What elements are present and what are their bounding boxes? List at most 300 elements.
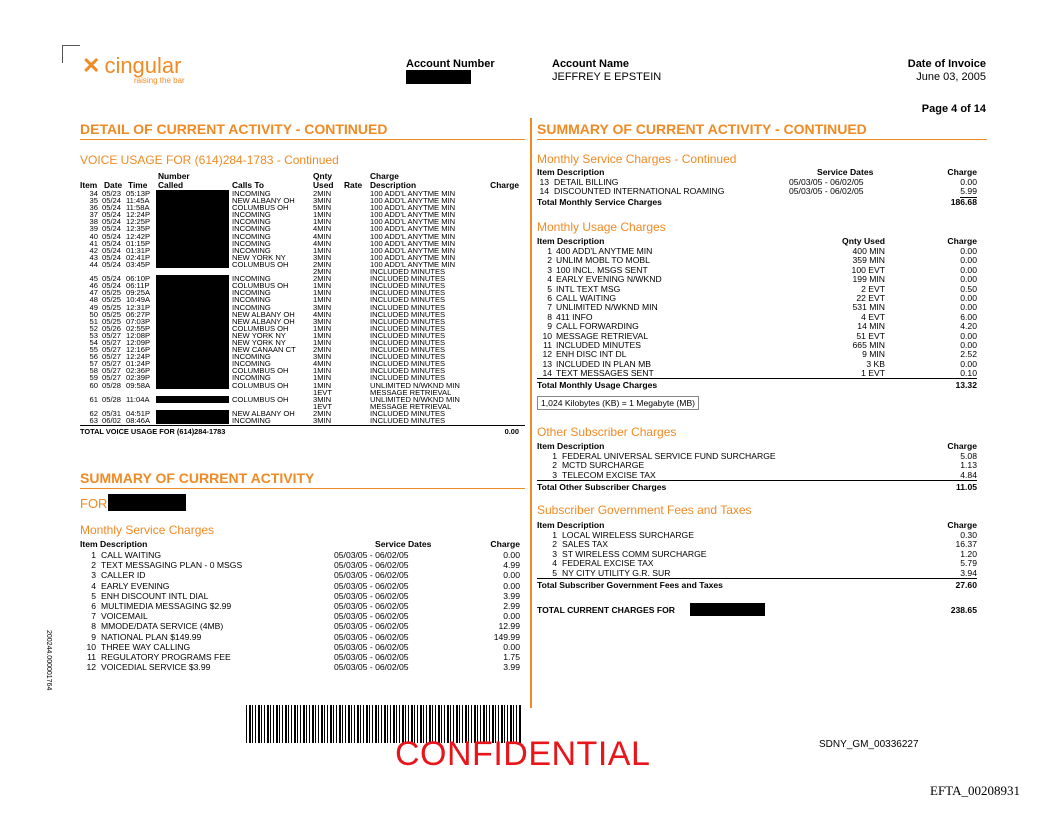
summary-section-header bbox=[80, 470, 525, 489]
item-description: MULTIMEDIA MESSAGING $2.99 bbox=[101, 600, 232, 611]
list-item bbox=[537, 569, 977, 578]
call-destination: INCOMING bbox=[232, 238, 271, 248]
call-time: 12:08P bbox=[126, 330, 151, 340]
item-number: 6 bbox=[91, 600, 96, 611]
item-number: 13 bbox=[539, 177, 549, 187]
call-item: 42 bbox=[89, 245, 98, 255]
item-description: 400 ADD'L ANYTME MIN bbox=[556, 246, 653, 256]
quantity-used: 9 MIN bbox=[862, 349, 885, 360]
item-charge: 2.99 bbox=[503, 600, 520, 611]
call-item: 40 bbox=[89, 231, 98, 241]
call-time: 06:10P bbox=[126, 274, 151, 284]
item-charge: 0.00 bbox=[960, 274, 977, 285]
table-row bbox=[80, 261, 525, 268]
list-item bbox=[80, 591, 522, 601]
call-description: 100 ADD'L ANYTME MIN bbox=[370, 217, 456, 227]
account-number-label: Account Number bbox=[406, 58, 495, 70]
col-called: Called bbox=[158, 180, 184, 190]
call-description: INCLUDED MINUTES bbox=[370, 302, 446, 312]
usage-title: Monthly Usage Charges bbox=[537, 220, 666, 234]
msc-cont-col-item-desc: Item Description bbox=[537, 167, 605, 177]
col-used: Used bbox=[313, 180, 334, 190]
item-charge: 1.13 bbox=[960, 460, 977, 471]
call-used: 1MIN bbox=[313, 380, 332, 390]
call-time: 12:09P bbox=[126, 337, 151, 347]
call-used: 2MIN bbox=[313, 274, 332, 284]
call-destination: COLUMBUS OH bbox=[232, 394, 289, 404]
col-time: Time bbox=[128, 180, 148, 190]
item-description: DISCOUNTED INTERNATIONAL ROAMING bbox=[554, 186, 725, 197]
call-used: 1MIN bbox=[313, 366, 332, 376]
quantity-used: 1 EVT bbox=[861, 368, 885, 379]
call-used: 3MIN bbox=[313, 252, 332, 262]
summary-title: SUMMARY OF CURRENT ACTIVITY bbox=[80, 470, 315, 486]
col-date: Date bbox=[104, 180, 123, 190]
call-destination: NEW ALBANY OH bbox=[232, 309, 295, 319]
call-date: 05/24 bbox=[102, 238, 122, 248]
call-date: 05/25 bbox=[102, 309, 122, 319]
item-description: ENH DISCOUNT INTL DIAL bbox=[101, 590, 209, 601]
detail-section-header bbox=[80, 121, 525, 140]
redaction-box bbox=[156, 233, 229, 240]
call-used: 1EVT bbox=[313, 387, 332, 397]
quantity-used: 199 MIN bbox=[852, 274, 885, 285]
item-number: 2 bbox=[552, 460, 557, 471]
item-charge: 0.00 bbox=[503, 641, 520, 652]
list-item bbox=[80, 662, 522, 672]
call-used: 2MIN bbox=[313, 259, 332, 269]
msc-title: Monthly Service Charges bbox=[80, 523, 215, 537]
other-col-item-desc: Item Description bbox=[537, 441, 605, 451]
item-description: CALL FORWARDING bbox=[556, 321, 639, 332]
call-item: 39 bbox=[89, 224, 98, 234]
item-number: 7 bbox=[547, 302, 552, 313]
page-number: Page 4 of 14 bbox=[921, 103, 986, 115]
quantity-used: 14 MIN bbox=[857, 321, 885, 332]
call-time: 11:58A bbox=[126, 203, 150, 213]
call-used: 1EVT bbox=[313, 401, 332, 411]
call-time: 12:16P bbox=[126, 345, 151, 355]
voice-total-value: 0.00 bbox=[504, 427, 519, 437]
col-calls-to: Calls To bbox=[232, 180, 264, 190]
item-charge: 16.37 bbox=[955, 539, 977, 550]
redaction-box bbox=[690, 603, 765, 616]
service-dates: 05/03/05 - 06/02/05 bbox=[334, 570, 409, 581]
item-description: THREE WAY CALLING bbox=[101, 641, 191, 652]
item-charge: 4.84 bbox=[960, 469, 977, 480]
redaction-box bbox=[156, 410, 229, 417]
item-charge: 3.99 bbox=[503, 590, 520, 601]
call-date: 05/27 bbox=[102, 330, 122, 340]
service-dates: 05/03/05 - 06/02/05 bbox=[334, 641, 409, 652]
item-description: LOCAL WIRELESS SURCHARGE bbox=[562, 530, 694, 540]
item-description: 411 INFO bbox=[556, 311, 593, 322]
call-used: 1MIN bbox=[313, 210, 332, 220]
item-charge: 0.00 bbox=[960, 246, 977, 256]
item-charge: 5.08 bbox=[960, 451, 977, 461]
item-charge: 3.99 bbox=[503, 662, 520, 673]
list-item bbox=[80, 581, 522, 591]
gov-col-item-desc: Item Description bbox=[537, 520, 605, 530]
item-description: CALL WAITING bbox=[101, 550, 162, 560]
redaction-box bbox=[156, 417, 229, 424]
list-item bbox=[80, 601, 522, 611]
item-description: VOICEMAIL bbox=[101, 611, 148, 622]
other-total-label: Total Other Subscriber Charges bbox=[537, 482, 667, 493]
item-charge: 1.75 bbox=[503, 651, 520, 662]
call-date: 05/28 bbox=[102, 380, 122, 390]
call-time: 10:49A bbox=[126, 295, 151, 305]
call-description: INCLUDED MINUTES bbox=[370, 366, 446, 376]
call-used: 4MIN bbox=[313, 231, 332, 241]
call-date: 05/24 bbox=[102, 231, 122, 241]
item-number: 7 bbox=[91, 611, 96, 622]
item-charge: 0.00 bbox=[960, 330, 977, 341]
cingular-x-icon: ✕ bbox=[82, 53, 101, 78]
call-description: 100 ADD'L ANYTME MIN bbox=[370, 189, 456, 198]
call-item: 34 bbox=[89, 189, 98, 198]
call-description: INCLUDED MINUTES bbox=[370, 416, 446, 425]
item-number: 5 bbox=[552, 567, 557, 578]
call-date: 05/27 bbox=[102, 366, 122, 376]
item-charge: 0.00 bbox=[503, 611, 520, 622]
call-description: INCLUDED MINUTES bbox=[370, 408, 446, 418]
item-description: TEXT MESSAGES SENT bbox=[556, 368, 654, 379]
redaction-box bbox=[156, 374, 229, 381]
col-number: Number bbox=[158, 171, 190, 181]
item-number: 5 bbox=[91, 590, 96, 601]
call-item: 56 bbox=[89, 352, 98, 362]
call-item: 46 bbox=[89, 281, 98, 291]
usage-col-item-desc: Item Description bbox=[537, 236, 605, 246]
item-charge: 0.00 bbox=[960, 177, 977, 187]
msc-cont-col-charge: Charge bbox=[947, 167, 977, 177]
item-number: 3 bbox=[552, 469, 557, 480]
item-number: 1 bbox=[552, 451, 557, 461]
call-time: 01:24P bbox=[126, 359, 151, 369]
call-time: 12:24P bbox=[126, 352, 151, 362]
call-date: 05/27 bbox=[102, 352, 122, 362]
call-used: 1MIN bbox=[313, 288, 332, 298]
call-used: 2MIN bbox=[313, 408, 332, 418]
call-destination: COLUMBUS OH bbox=[232, 259, 289, 269]
call-item: 61 bbox=[89, 394, 98, 404]
service-dates: 05/03/05 - 06/02/05 bbox=[334, 600, 409, 611]
grand-total-row bbox=[537, 603, 977, 617]
quantity-used: 531 MIN bbox=[852, 302, 885, 313]
call-date: 05/24 bbox=[102, 203, 122, 213]
call-date: 05/26 bbox=[102, 323, 122, 333]
item-number: 4 bbox=[552, 558, 557, 569]
item-charge: 0.00 bbox=[960, 264, 977, 275]
call-used: 3MIN bbox=[313, 302, 332, 312]
kb-note: 1,024 Kilobytes (KB) = 1 Megabyte (MB) bbox=[537, 396, 699, 410]
call-item: 62 bbox=[89, 408, 98, 418]
other-total-value: 11.05 bbox=[955, 482, 977, 493]
service-dates: 05/03/05 - 06/02/05 bbox=[334, 662, 409, 673]
call-used: 4MIN bbox=[313, 359, 332, 369]
item-charge: 5.99 bbox=[960, 186, 977, 197]
call-description: INCLUDED MINUTES bbox=[370, 345, 446, 355]
call-description: INCLUDED MINUTES bbox=[370, 267, 446, 277]
quantity-used: 359 MIN bbox=[852, 255, 885, 266]
call-date: 05/27 bbox=[102, 345, 122, 355]
item-number: 8 bbox=[547, 311, 552, 322]
list-item bbox=[80, 611, 522, 621]
call-date: 06/02 bbox=[102, 416, 122, 425]
item-number: 11 bbox=[543, 339, 552, 350]
call-destination: INCOMING bbox=[232, 224, 271, 234]
call-item: 48 bbox=[89, 295, 98, 305]
usage-item-list bbox=[537, 247, 977, 378]
column-divider bbox=[530, 118, 532, 708]
redaction-box bbox=[156, 225, 229, 232]
item-charge: 149.99 bbox=[493, 631, 520, 642]
msc-col-charge: Charge bbox=[490, 539, 520, 549]
item-description: UNLIMITED N/WKND MIN bbox=[556, 302, 658, 313]
item-description: TELECOM EXCISE TAX bbox=[562, 469, 656, 480]
item-description: UNLIM MOBL TO MOBL bbox=[556, 255, 650, 266]
item-charge: 2.52 bbox=[960, 349, 977, 360]
voice-usage-table bbox=[80, 171, 525, 436]
quantity-used: 665 MIN bbox=[852, 339, 885, 350]
call-description: MESSAGE RETRIEVAL bbox=[370, 387, 452, 397]
call-time: 11:04A bbox=[126, 394, 150, 404]
call-destination: INCOMING bbox=[232, 274, 271, 284]
redaction-box bbox=[156, 382, 229, 389]
item-number: 3 bbox=[91, 570, 96, 581]
invoice-date: June 03, 2005 bbox=[916, 71, 986, 83]
call-description: 100 ADD'L ANYTME MIN bbox=[370, 238, 456, 248]
col-item: Item bbox=[80, 180, 98, 190]
list-item bbox=[80, 652, 522, 662]
item-description: EARLY EVENING N/WKND bbox=[556, 274, 662, 285]
call-item: 57 bbox=[89, 359, 98, 369]
item-charge: 3.94 bbox=[960, 567, 977, 578]
redaction-box bbox=[156, 304, 229, 311]
call-item: 44 bbox=[89, 259, 98, 269]
call-destination: NEW ALBANY OH bbox=[232, 408, 295, 418]
usage-col-qnty: Qnty Used bbox=[842, 236, 885, 246]
redaction-box bbox=[156, 346, 229, 353]
call-item: 38 bbox=[89, 217, 98, 227]
col-rate: Rate bbox=[344, 180, 363, 190]
redaction-box bbox=[156, 325, 229, 332]
msc-col-item-desc: Item Description bbox=[80, 539, 148, 549]
service-dates: 05/03/05 - 06/02/05 bbox=[334, 621, 409, 632]
msc-total-row bbox=[537, 197, 977, 208]
service-dates: 05/03/05 - 06/02/05 bbox=[334, 590, 409, 601]
col-charge-top: Charge bbox=[370, 171, 399, 181]
call-date: 05/24 bbox=[102, 217, 122, 227]
call-item: 55 bbox=[89, 345, 98, 355]
item-number: 3 bbox=[552, 548, 557, 559]
call-destination: INCOMING bbox=[232, 245, 271, 255]
call-time: 05:13P bbox=[126, 189, 151, 198]
item-charge: 0.00 bbox=[503, 570, 520, 581]
call-item: 63 bbox=[89, 416, 98, 425]
redaction-box bbox=[156, 282, 229, 289]
call-destination: COLUMBUS OH bbox=[232, 323, 289, 333]
call-date: 05/24 bbox=[102, 196, 122, 206]
call-used: 1MIN bbox=[313, 330, 332, 340]
item-number: 12 bbox=[542, 349, 552, 360]
call-time: 07:03P bbox=[126, 316, 151, 326]
call-date: 05/25 bbox=[102, 316, 122, 326]
call-destination: INCOMING bbox=[232, 373, 271, 383]
call-description: INCLUDED MINUTES bbox=[370, 359, 446, 369]
call-date: 05/24 bbox=[102, 210, 122, 220]
call-description: UNLIMITED N/WKND MIN bbox=[370, 380, 460, 390]
call-date: 05/25 bbox=[102, 295, 122, 305]
call-destination: INCOMING bbox=[232, 288, 271, 298]
msc-cont-title: Monthly Service Charges - Continued bbox=[537, 152, 737, 166]
msc-item-list bbox=[80, 550, 522, 672]
quantity-used: 51 EVT bbox=[856, 330, 885, 341]
item-number: 8 bbox=[91, 621, 96, 632]
call-used: 5MIN bbox=[313, 203, 332, 213]
voice-total-row bbox=[80, 425, 525, 436]
call-used: 1MIN bbox=[313, 245, 332, 255]
list-item bbox=[537, 471, 977, 480]
item-charge: 0.00 bbox=[960, 255, 977, 266]
col-qnty: Qnty bbox=[313, 171, 333, 181]
call-date: 05/24 bbox=[102, 281, 122, 291]
call-item: 47 bbox=[89, 288, 98, 298]
call-description: UNLIMITED N/WKND MIN bbox=[370, 394, 460, 404]
call-description: INCLUDED MINUTES bbox=[370, 323, 446, 333]
call-used: 4MIN bbox=[313, 238, 332, 248]
call-date: 05/25 bbox=[102, 302, 122, 312]
item-description: NY CITY UTILITY G.R. SUR bbox=[562, 567, 671, 578]
call-used: 1MIN bbox=[313, 323, 332, 333]
list-item bbox=[80, 560, 522, 570]
item-number: 1 bbox=[547, 246, 552, 256]
call-time: 06:11P bbox=[126, 281, 150, 291]
call-time: 01:31P bbox=[126, 245, 151, 255]
call-date: 05/25 bbox=[102, 288, 122, 298]
redaction-box bbox=[156, 190, 229, 197]
other-title: Other Subscriber Charges bbox=[537, 425, 677, 439]
item-charge: 0.00 bbox=[960, 358, 977, 369]
usage-col-charge: Charge bbox=[947, 236, 977, 246]
redaction-box bbox=[156, 197, 229, 204]
call-used: 2MIN bbox=[313, 189, 332, 198]
service-dates: 05/03/05 - 06/02/05 bbox=[334, 560, 409, 571]
redaction-box bbox=[156, 204, 229, 211]
item-description: NATIONAL PLAN $149.99 bbox=[101, 631, 202, 642]
call-destination: NEW ALBANY OH bbox=[232, 196, 295, 206]
call-description: INCLUDED MINUTES bbox=[370, 281, 446, 291]
call-description: 100 ADD'L ANYTME MIN bbox=[370, 196, 456, 206]
call-destination: INCOMING bbox=[232, 210, 271, 220]
call-item: 54 bbox=[89, 337, 98, 347]
redaction-box bbox=[156, 275, 229, 282]
call-destination: NEW YORK NY bbox=[232, 252, 286, 262]
corner-mark bbox=[62, 45, 80, 46]
redaction-box bbox=[156, 211, 229, 218]
call-destination: COLUMBUS OH bbox=[232, 281, 289, 291]
call-date: 05/31 bbox=[102, 408, 122, 418]
call-time: 12:35P bbox=[126, 224, 151, 234]
call-used: 3MIN bbox=[313, 416, 332, 425]
call-destination: INCOMING bbox=[232, 302, 271, 312]
other-col-charge: Charge bbox=[947, 441, 977, 451]
call-time: 02:39P bbox=[126, 373, 151, 383]
item-charge: 5.79 bbox=[960, 558, 977, 569]
call-destination: NEW YORK NY bbox=[232, 330, 286, 340]
call-time: 06:27P bbox=[126, 309, 151, 319]
call-destination: INCOMING bbox=[232, 352, 271, 362]
call-date: 05/28 bbox=[102, 394, 122, 404]
call-time: 12:24P bbox=[126, 210, 151, 220]
item-description: INTL TEXT MSG bbox=[556, 283, 621, 294]
item-number: 3 bbox=[547, 264, 552, 275]
for-label: FOR bbox=[80, 496, 108, 511]
call-description: 100 ADD'L ANYTME MIN bbox=[370, 252, 456, 262]
call-item: 50 bbox=[89, 309, 98, 319]
item-description: VOICEDIAL SERVICE $3.99 bbox=[101, 662, 211, 673]
call-description: INCLUDED MINUTES bbox=[370, 316, 446, 326]
call-item: 45 bbox=[89, 274, 98, 284]
other-table bbox=[537, 441, 977, 493]
call-description: INCLUDED MINUTES bbox=[370, 337, 446, 347]
call-destination: INCOMING bbox=[232, 189, 271, 198]
item-number: 2 bbox=[91, 560, 96, 571]
call-item: 36 bbox=[89, 203, 98, 213]
redaction-box bbox=[156, 318, 229, 325]
item-charge: 0.00 bbox=[960, 339, 977, 350]
call-time: 01:15P bbox=[126, 238, 151, 248]
redaction-box bbox=[156, 289, 229, 296]
redaction-box bbox=[406, 70, 471, 84]
confidential-stamp: CONFIDENTIAL bbox=[395, 735, 651, 773]
voice-call-list bbox=[80, 190, 525, 424]
call-time: 04:51P bbox=[126, 408, 151, 418]
msc-table-left bbox=[80, 539, 522, 672]
list-item bbox=[537, 187, 977, 196]
invoice-date-label: Date of Invoice bbox=[907, 58, 986, 70]
redaction-box bbox=[156, 261, 229, 268]
gov-table bbox=[537, 520, 977, 591]
item-number: 10 bbox=[542, 330, 552, 341]
call-used: 2MIN bbox=[313, 345, 332, 355]
item-description: ENH DISC INT DL bbox=[556, 349, 627, 360]
list-item bbox=[80, 570, 522, 580]
item-description: MESSAGE RETRIEVAL bbox=[556, 330, 649, 341]
item-description: CALLER ID bbox=[101, 570, 146, 581]
call-item: 60 bbox=[89, 380, 98, 390]
call-item: 53 bbox=[89, 330, 98, 340]
account-name: JEFFREY E EPSTEIN bbox=[552, 71, 662, 83]
logo-word: cingular bbox=[104, 53, 182, 78]
msc-col-dates: Service Dates bbox=[375, 539, 432, 549]
grand-total-label: TOTAL CURRENT CHARGES FOR bbox=[537, 605, 675, 615]
quantity-used: 2 EVT bbox=[861, 283, 885, 294]
call-item: 35 bbox=[89, 196, 98, 206]
gov-item-list bbox=[537, 531, 977, 578]
voice-table-header bbox=[80, 171, 525, 190]
call-date: 05/24 bbox=[102, 252, 122, 262]
table-row bbox=[80, 417, 525, 424]
call-description: 100 ADD'L ANYTME MIN bbox=[370, 224, 456, 234]
item-number: 10 bbox=[86, 641, 96, 652]
call-destination: COLUMBUS OH bbox=[232, 366, 289, 376]
item-number: 4 bbox=[547, 274, 552, 285]
call-used: 1MIN bbox=[313, 295, 332, 305]
side-code: 200244.000001764 bbox=[45, 630, 52, 691]
grand-total-value: 238.65 bbox=[950, 605, 977, 615]
